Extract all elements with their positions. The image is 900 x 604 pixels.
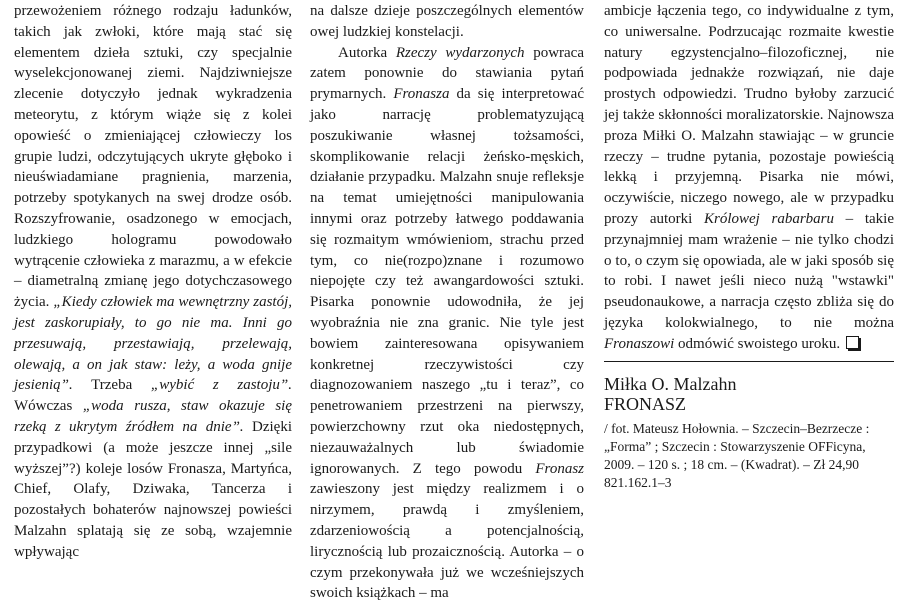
article-paragraph [14, 1, 292, 563]
text-run: odmówić swoistego uroku. [674, 335, 841, 352]
book-author: Miłka O. Malzahn [604, 374, 737, 394]
text-run: Autorka [338, 44, 396, 61]
text-run: – takie przynajmniej mam wrażenie – nie tylko chodzi o to, o czym się opowiada, ale w jaki sposób się to robi. I nawet jeśli nieco nużą "wstawki" pseudonaukowe, a narracja często zbliża się do języka kolokwialnego, to nie można [604, 210, 895, 331]
text-run: na dalsze dzieje poszczególnych elementów owej ludzkiej konstelacji. [310, 3, 584, 40]
italic-text-run: „Kiedy człowiek ma wewnętrzny zastój, jest zaskorupiały, to go nie ma. Inni go przesuwają, przestawiają, przelewają, olewają, a on jak staw: leży, a woda gnije jesienią”. [14, 294, 293, 394]
book-title: FRONASZ [604, 394, 687, 414]
article-column-2 [310, 1, 584, 604]
italic-text-run: Fronaszowi [604, 335, 675, 352]
text-run: Trzeba [72, 377, 151, 394]
article-column-3 [604, 1, 894, 355]
text-run: da się interpretować jako narrację problematyzującą poszukiwanie własnej tożsamości, skomplikowanie relacji żeńsko-męskich, działanie przypadku. Malzahn snuje refleksje na temat umiejętności manipulowania innymi oraz potrzeby łatwego poddawania się rozmaitym wmówieniom, strachu przed tym, co nie(rozpo)znane i rozumowo niepojęte czy też awangardowości sztuki. Pisarka ponownie udowodniła, że jej wyobraźnia nie zna granic. Nie tyle jest bowiem zainteresowana opisywaniem konkretnej rzeczywistości czy diagnozowaniem naszego „tu i teraz”, co penetrowaniem przestrzeni na pierwszy, powierzchowny rzut oka niedostępnych, niezauważalnych lub świadomie ignorowanych. Z tego powodu [310, 86, 584, 477]
italic-text-run: Fronasza [393, 86, 450, 103]
article-column-1 [14, 1, 292, 563]
text-run: przewożeniem różnego rodzaju ładunków, takich jak zwłoki, które mają stać się elementem dzieła sztuki, czy specjalnie wyselekcjonowanej ziemi. Najdziwniejsze zlecenie dotyczyło jednak wykradzenia meteorytu, z którym wiąże się z kolei opowieść o zmieniającej człowieczy los grupie ludzi, odczytujących ukryte głęboko i nieuświadamiane pragnienia, marzenia, potrzeby spotykanych na swej drodze osób. Rozszyfrowanie, osadzonego w emocjach, ludzkiego hologramu powodowało wytrącenie człowieka z marazmu, a w efekcie – diametralną zmianę jego dotychczasowego życia. [14, 3, 292, 311]
text-run: ambicje łączenia tego, co indywidualne z tym, co uniwersalne. Podrzucając rozmaite kwestie natury egzystencjalno–filozoficznej, nie podpowiada jednakże rozwiązań, nie daje prostych odpowiedzi. Trudno byłoby zarzucić jej także skłonności moralizatorskie. Najnowsza proza Miłki O. Malzahn stawiając – w gruncie rzeczy – trudne pytania, pozostaje powieścią lekką i przyjemną. Pisarka nie mówi, oczywiście, niczego nowego, ale w przypadku prozy autorki [604, 3, 894, 227]
text-run: powraca zatem ponownie do stawiania pytań prymarnych. [310, 44, 584, 103]
book-details: / fot. Mateusz Hołownia. – Szczecin–Bezrzecze : „Forma” ; Szczecin : Stowarzyszenie OFFicyna, 2009. – 120 s. ; 18 cm. – (Kwadrat). – Zł 24,90 821.162.1–3 [604, 421, 870, 490]
italic-text-run: „wybić z zastoju”. [150, 377, 292, 394]
italic-text-run: Rzeczy wydarzonych [395, 44, 525, 61]
article-paragraph [604, 1, 894, 355]
bibliography-divider [604, 361, 894, 362]
text-run: zawieszony jest między realizmem i o nirzymem, prawdą i zmyśleniem, zdarzeniowością a potencjalnością, lirycznością lub prozaicznością. Autorka – o czym przekonywała już we wcześniejszych swoich książkach – ma [310, 481, 584, 602]
article-paragraph [310, 1, 584, 43]
end-of-article-square-icon [846, 336, 859, 349]
bibliography-note [604, 374, 894, 492]
italic-text-run: Królowej rabarbaru [703, 210, 835, 227]
text-run: Dzięki przypadkowi (a może jeszcze innej „sile wyższej”?) koleje losów Fronasza, Martyńca, Chief, Olafy, Dziwaka, Tancerza i pozostałych bohaterów najnowszej powieści Malzahn splatają się ze sobą, wzajemnie wpływając [14, 418, 293, 560]
italic-text-run: Fronasz [535, 460, 584, 477]
italic-text-run: „woda rusza, staw okazuje się rzeką z ukrytym źródłem na dnie”. [14, 398, 292, 435]
text-run: Wówczas [14, 398, 83, 415]
article-paragraph [310, 43, 584, 604]
